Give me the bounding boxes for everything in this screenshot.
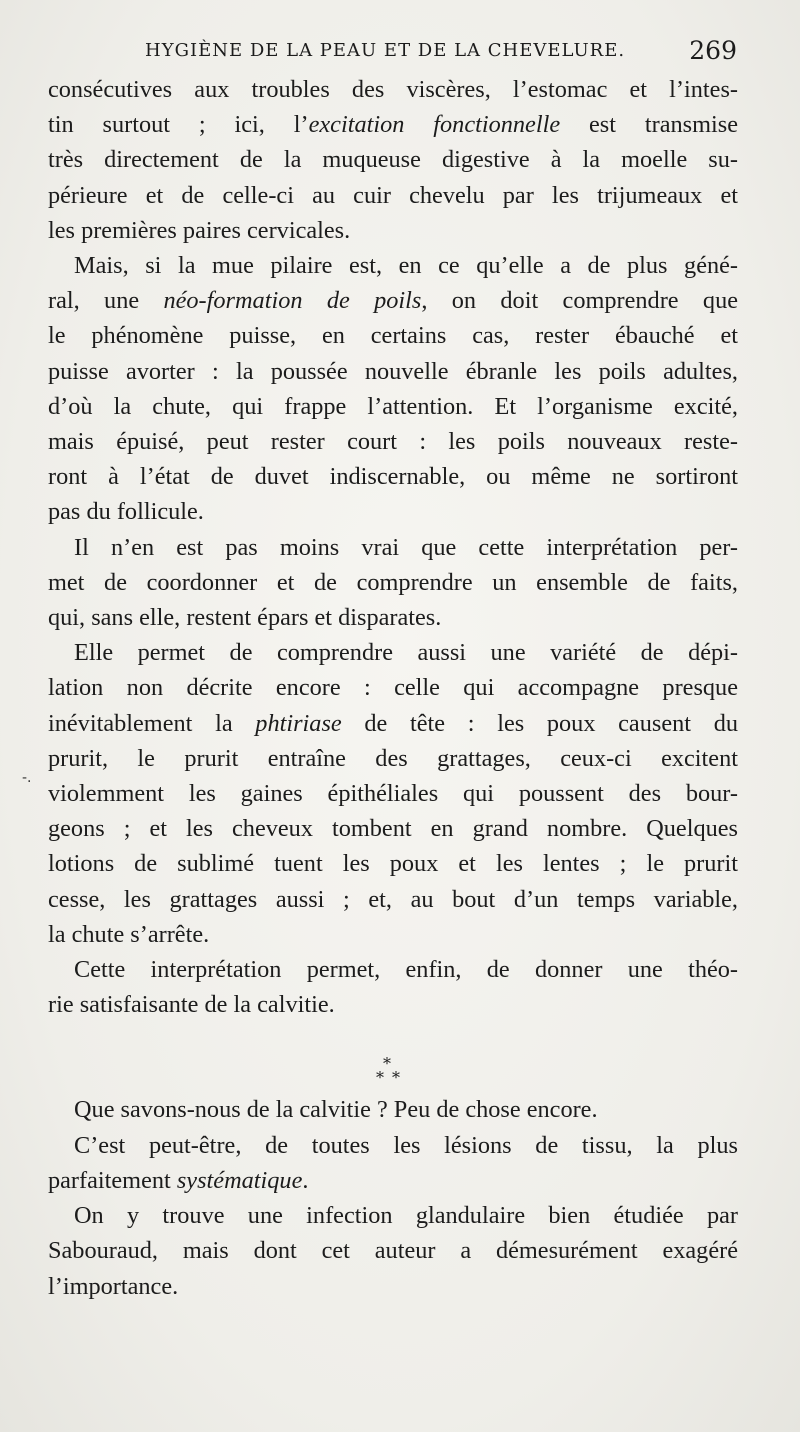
asterism [48,1022,738,1092]
page-header [105,38,737,68]
text-line [48,706,738,741]
text-line: très directement de la muqueuse digestive à la moelle su- [48,146,738,174]
italic-run: systématique [176,1166,303,1194]
text-line: violemment les gaines épithéliales qui poussent des bour- [48,780,738,808]
text-line: cesse, les grattages aussi ; et, au bout d’un temps variable, [48,885,738,913]
asterism-star: * [376,1068,384,1088]
text-line [48,283,738,318]
text-run: de tête : les poux causent du [341,709,738,737]
text-run: , on doit comprendre que [421,287,738,315]
text-run: ral, une [48,287,164,315]
text-line: lation non décrite encore : celle qui accompagne presque [48,674,738,702]
paragraph-3 [48,530,738,636]
paragraph-6 [48,1092,738,1127]
text-run: . [302,1166,309,1194]
text-run: est transmise [560,111,739,139]
text-line: l’importance. [48,1272,179,1300]
body-text [48,72,738,1304]
page-number: 269 [689,36,737,65]
text-line [48,1163,738,1198]
text-line: geons ; et les cheveux tombent en grand nombre. Quelques [48,815,738,843]
text-line: la chute s’arrête. [48,920,210,948]
text-line: mais épuisé, peut rester court : les poils nouveaux reste- [48,428,738,456]
text-line: lotions de sublimé tuent les poux et les lentes ; le prurit [48,850,738,878]
text-line: pas du follicule. [48,498,204,526]
paragraph-7 [48,1128,738,1198]
paragraph-8 [48,1198,738,1304]
running-title: HYGIÈNE DE LA PEAU ET DE LA CHEVELURE. [145,40,626,61]
text-line: Sabouraud, mais dont cet auteur a démesurément exagéré [48,1237,738,1265]
text-line: met de coordonner et de comprendre un ensemble de faits, [48,568,738,596]
text-line: Il n’en est pas moins vrai que cette interprétation per- [74,533,738,561]
paragraph-4 [48,635,738,952]
text-line: d’où la chute, qui frappe l’attention. Et l’organisme excité, [48,392,738,420]
text-line [48,107,738,142]
text-line: le phénomène puisse, en certains cas, rester ébauché et [48,322,738,350]
asterism-star: * [383,1054,391,1074]
asterism-star: * [392,1068,400,1088]
text-line: Mais, si la mue pilaire est, en ce qu’elle a de plus géné- [74,252,738,280]
text-line: On y trouve une infection glandulaire bien étudiée par [74,1202,738,1230]
text-run: tin surtout ; ici, l’ [48,111,309,139]
text-line: prurit, le prurit entraîne des grattages, ceux-ci excitent [48,744,738,772]
text-line: Cette interprétation permet, enfin, de donner une théo- [74,956,738,984]
text-run: inévitablement la [48,709,256,737]
text-line: C’est peut-être, de toutes les lésions de tissu, la plus [74,1131,738,1159]
text-line: périeure et de celle-ci au cuir chevelu par les trijumeaux et [48,181,738,209]
paragraph-1 [48,72,738,248]
text-line: qui, sans elle, restent épars et disparates. [48,604,442,632]
text-line: ront à l’état de duvet indiscernable, ou même ne sortiront [48,463,738,491]
text-run: parfaitement [48,1166,177,1194]
text-line: consécutives aux troubles des viscères, l’estomac et l’intes- [48,76,738,103]
text-line: Que savons-nous de la calvitie ? Peu de chose encore. [74,1096,598,1124]
text-line: les premières paires cervicales. [48,216,351,244]
margin-mark: -. [22,770,32,786]
text-line: Elle permet de comprendre aussi une variété de dépi- [74,639,738,667]
italic-run: excitation fonctionnelle [308,111,561,139]
italic-run: néo-formation de poils [163,287,422,315]
paragraph-2 [48,248,738,530]
text-line: puisse avorter : la poussée nouvelle ébranle les poils adultes, [48,357,738,385]
italic-run: phtiriase [255,709,342,737]
paragraph-5 [48,952,738,1022]
text-line: rie satisfaisante de la calvitie. [48,991,335,1019]
